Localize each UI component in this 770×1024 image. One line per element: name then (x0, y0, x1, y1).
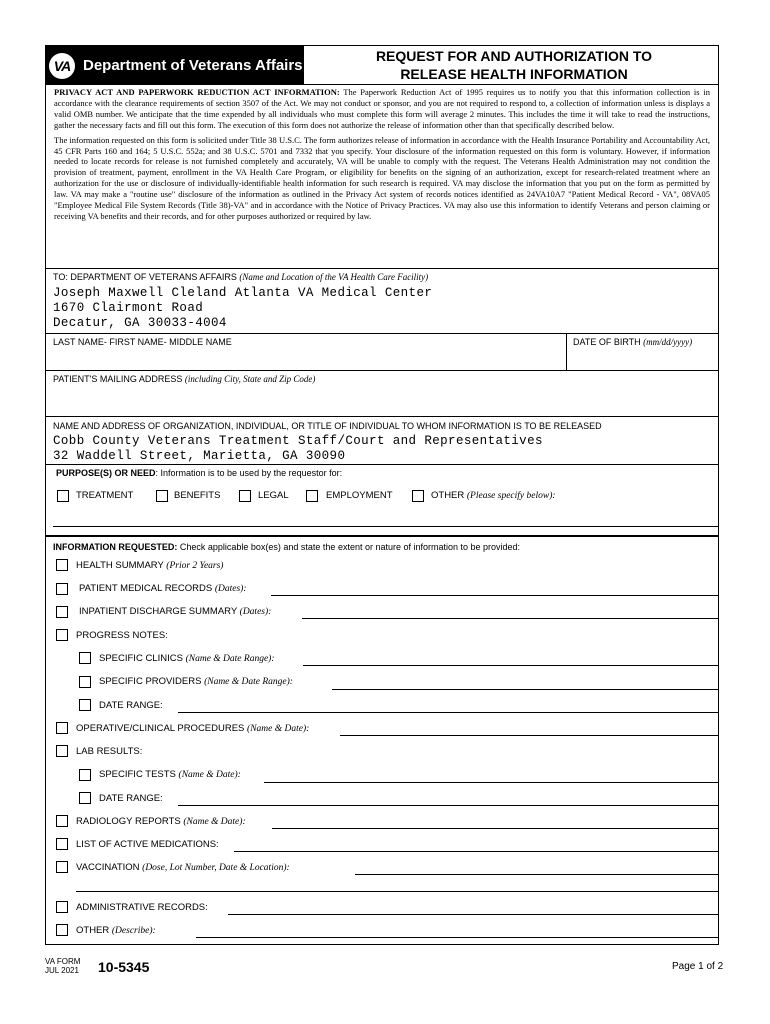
inpatient-line[interactable] (302, 618, 718, 619)
treatment-checkbox[interactable] (57, 490, 69, 502)
name-dob-divider (566, 334, 567, 371)
va-form-label: VA FORM JUL 2021 (45, 957, 81, 975)
radiology-line[interactable] (272, 828, 718, 829)
lab-date-range-checkbox[interactable] (79, 792, 91, 804)
purpose-section (45, 464, 719, 536)
authority-paragraph: The information requested on this form is solicited under Title 38 U.S.C. The form authorizes release of information in accordance with the Health Insurance Portability and Accountability Act, 45 CFR Parts 160 and 164; 5 U.S.C. 552a; and 38 U.S.C. 5701 and 7332 that you specify. Your disclosure of the information requested on this form is voluntary. However, if information needed to locate records for release is not furnished completely and accurately, VA will be unable to comply with the request. The Veterans Health Administration may not condition the provision of treatment, payment, enrollment in the VA Health Care Program, or eligibility for benefits on the signing of an authorization, except for research-related treatment where an authorization for the use or disclosure of individually-identifiable health information for such research is required. VA may disclose the information that you put on the form as permitted by law. VA may make a "routine use" disclosure of the information as outlined in the Privacy Act system of records notices identified as 24VA10A7 "Patient Medical Record - VA", 08VA05 "Employee Medical File System Records (Title 38)-VA" and in accordance with the Notice of Privacy Practices. VA may also use this information to identify Veterans and person claiming or receiving VA benefits and their records, and for other purposes authorized or required by law. (54, 134, 710, 221)
form-title-line2: RELEASE HEALTH INFORMATION (400, 66, 628, 82)
progress-notes-checkbox[interactable] (56, 629, 68, 641)
information-label: INFORMATION REQUESTED: Check applicable box(es) and state the extent or nature of information to be provided: (53, 542, 521, 552)
recipient-line1: Cobb County Veterans Treatment Staff/Court and Representatives (53, 434, 543, 448)
lab-results-label: LAB RESULTS: (76, 746, 143, 757)
employment-checkbox[interactable] (306, 490, 318, 502)
medications-line[interactable] (234, 851, 718, 852)
privacy-notice (45, 85, 719, 269)
privacy-heading: PRIVACY ACT AND PAPERWORK REDUCTION ACT INFORMATION: (54, 87, 340, 97)
lab-results-checkbox[interactable] (56, 745, 68, 757)
vaccination-checkbox[interactable] (56, 861, 68, 873)
recipient-label: NAME AND ADDRESS OF ORGANIZATION, INDIVIDUAL, OR TITLE OF INDIVIDUAL TO WHOM INFORMATION IS TO BE RELEASED (53, 421, 602, 431)
vaccination-label: VACCINATION (Dose, Lot Number, Date & Location): (76, 862, 290, 873)
specific-clinics-line[interactable] (303, 665, 718, 666)
vaccination-line-2[interactable] (76, 891, 718, 892)
form-number: 10-5345 (98, 959, 150, 975)
operative-line[interactable] (340, 735, 718, 736)
inpatient-label: INPATIENT DISCHARGE SUMMARY (Dates): (79, 606, 272, 617)
progress-date-range-label: DATE RANGE: (99, 700, 163, 711)
benefits-checkbox[interactable] (156, 490, 168, 502)
patient-records-line[interactable] (271, 595, 718, 596)
other-purpose-checkbox[interactable] (412, 490, 424, 502)
address-section (45, 371, 719, 417)
name-dob-section (45, 333, 719, 371)
dob-field[interactable] (571, 350, 713, 368)
medications-checkbox[interactable] (56, 838, 68, 850)
facility-field[interactable] (53, 286, 432, 331)
specific-clinics-checkbox[interactable] (79, 652, 91, 664)
other-purpose-label: OTHER (Please specify below): (431, 490, 556, 501)
privacy-act-paragraph (54, 87, 710, 131)
va-seal-icon: VA (49, 53, 75, 79)
facility-line2: 1670 Clairmont Road (53, 301, 204, 315)
legal-label: LEGAL (258, 490, 289, 501)
lab-date-range-line[interactable] (178, 805, 718, 806)
other-info-checkbox[interactable] (56, 924, 68, 936)
benefits-label: BENEFITS (174, 490, 221, 501)
facility-line1: Joseph Maxwell Cleland Atlanta VA Medical Center (53, 286, 433, 300)
legal-checkbox[interactable] (239, 490, 251, 502)
health-summary-checkbox[interactable] (56, 559, 68, 571)
form-title-line1: REQUEST FOR AND AUTHORIZATION TO (375, 48, 653, 64)
progress-date-range-checkbox[interactable] (79, 699, 91, 711)
page-number: Page 1 of 2 (672, 961, 724, 972)
specific-providers-line[interactable] (332, 689, 718, 690)
form-header (45, 45, 719, 85)
dob-label: DATE OF BIRTH (mm/dd/yyyy) (573, 337, 693, 347)
recipient-section (45, 417, 719, 465)
medications-label: LIST OF ACTIVE MEDICATIONS: (76, 839, 219, 850)
information-section (45, 536, 719, 945)
other-info-label: OTHER (Describe): (76, 925, 156, 936)
lab-date-range-label: DATE RANGE: (99, 793, 163, 804)
administrative-label: ADMINISTRATIVE RECORDS: (76, 902, 208, 913)
facility-label: TO: DEPARTMENT OF VETERANS AFFAIRS (Name and Location of the VA Health Care Facility) (53, 272, 429, 282)
progress-date-range-line[interactable] (178, 712, 718, 713)
address-label: PATIENT'S MAILING ADDRESS (including City, State and Zip Code) (53, 374, 316, 384)
radiology-label: RADIOLOGY REPORTS (Name & Date): (76, 816, 246, 827)
purpose-label: PURPOSE(S) OR NEED: Information is to be used by the requestor for: (56, 468, 343, 478)
patient-records-checkbox[interactable] (56, 583, 68, 595)
vaccination-line-1[interactable] (355, 874, 718, 875)
privacy-text: The Paperwork Reduction Act of 1995 requires us to notify you that this information collection is in accordance with the clearance requirements of section 3507 of the Act. We may not conduct or sponsor, and you are not required to respond to, a collection of information unless is displays a valid OMB number. We anticipate that the time expended by all individuals who must complete this form will average 2 minutes. This includes the time it will take to read the instructions, gather the necessary facts and fill out this form. The execution of this form does not authorize the release of information other than that specifically described below. (54, 87, 710, 130)
treatment-label: TREATMENT (76, 490, 134, 501)
inpatient-checkbox[interactable] (56, 606, 68, 618)
employment-label: EMPLOYMENT (326, 490, 393, 501)
health-summary-label: HEALTH SUMMARY (Prior 2 Years) (76, 560, 224, 571)
radiology-checkbox[interactable] (56, 815, 68, 827)
facility-line3: Decatur, GA 30033-4004 (53, 316, 227, 330)
administrative-line[interactable] (228, 914, 718, 915)
specific-tests-line[interactable] (264, 782, 718, 783)
specific-providers-label: SPECIFIC PROVIDERS (Name & Date Range): (99, 676, 293, 687)
specific-tests-label: SPECIFIC TESTS (Name & Date): (99, 769, 241, 780)
recipient-field[interactable] (53, 434, 543, 464)
agency-name: Department of Veterans Affairs (83, 57, 303, 74)
specific-providers-checkbox[interactable] (79, 676, 91, 688)
name-field[interactable] (51, 350, 561, 368)
address-field[interactable] (51, 387, 711, 413)
operative-checkbox[interactable] (56, 722, 68, 734)
specific-clinics-label: SPECIFIC CLINICS (Name & Date Range): (99, 653, 275, 664)
va-logo (46, 46, 304, 85)
specific-tests-checkbox[interactable] (79, 769, 91, 781)
administrative-checkbox[interactable] (56, 901, 68, 913)
other-info-line[interactable] (196, 937, 718, 938)
other-purpose-line[interactable] (53, 526, 718, 527)
form-title (314, 47, 714, 83)
facility-section (45, 269, 719, 334)
recipient-line2: 32 Waddell Street, Marietta, GA 30090 (53, 449, 346, 463)
patient-records-label: PATIENT MEDICAL RECORDS (Dates): (79, 583, 247, 594)
progress-notes-label: PROGRESS NOTES: (76, 630, 168, 641)
operative-label: OPERATIVE/CLINICAL PROCEDURES (Name & Date): (76, 723, 310, 734)
name-label: LAST NAME- FIRST NAME- MIDDLE NAME (53, 337, 232, 347)
